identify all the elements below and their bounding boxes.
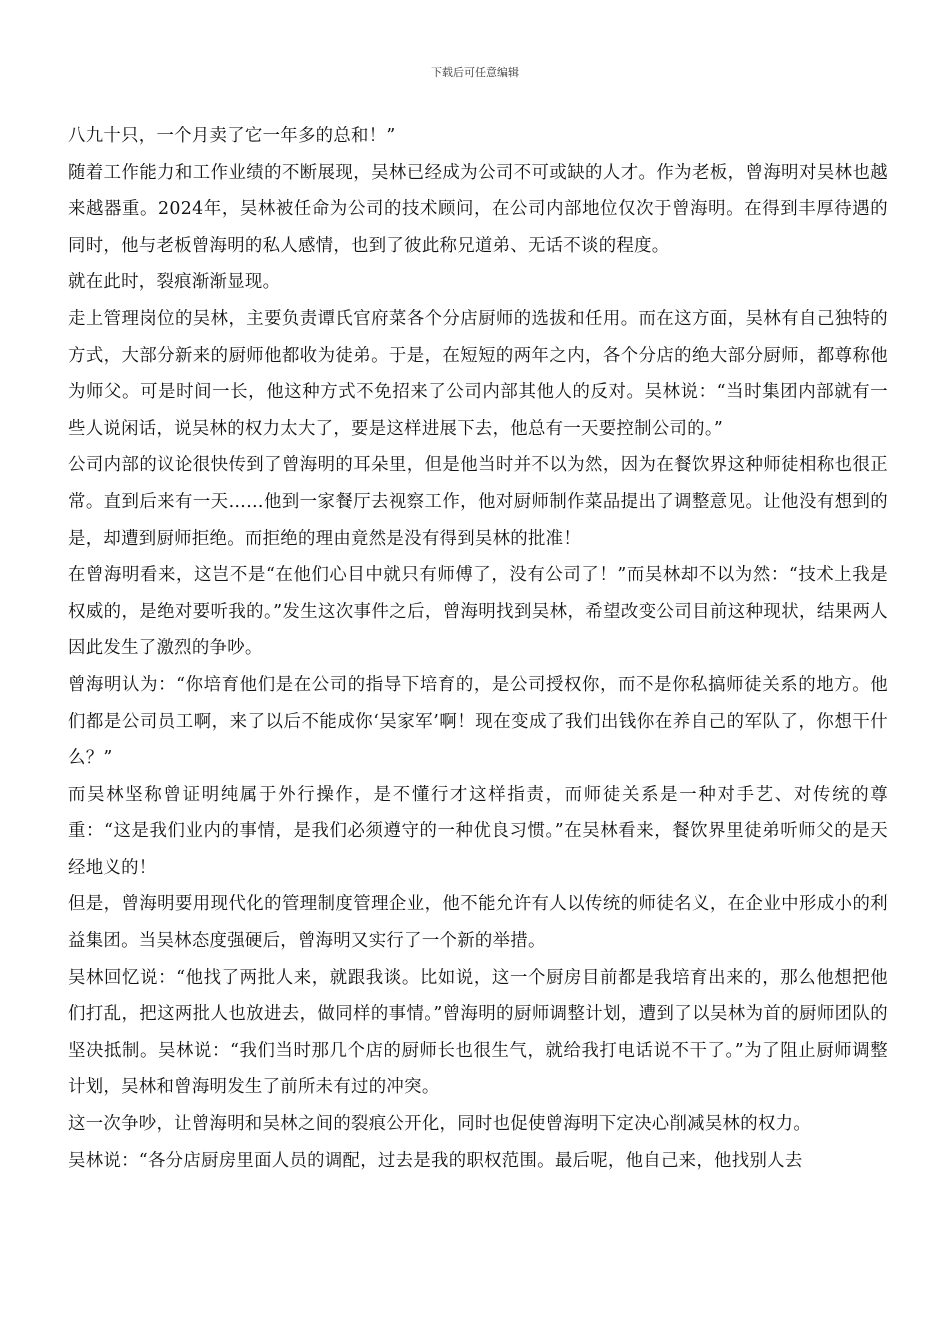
paragraph: 八九十只，一个月卖了它一年多的总和！” [68,126,396,146]
paragraph: 在曾海明看来，这岂不是“在他们心目中就只有师傅了，没有公司了！”而吴林却不以为然：“技术上我是权威的，是绝对要听我的。”发生这次事件之后，曾海明找到吴林，希望改变公司目前这种现状，结果两人因此发生了激烈的争吵。 [68,565,888,659]
paragraph: 随着工作能力和工作业绩的不断展现，吴林已经成为公司不可或缺的人才。作为老板，曾海明对吴林也越来越器重。2024年，吴林被任命为公司的技术顾问，在公司内部地位仅次于曾海明。在得到丰厚待遇的同时，他与老板曾海明的私人感情，也到了彼此称兄道弟、无话不谈的程度。 [68,162,888,256]
paragraph: 就在此时，裂痕渐渐显现。 [68,272,281,293]
paragraph: 曾海明认为：“你培育他们是在公司的指导下培育的，是公司授权你，而不是你私搞师徒关系的地方。他们都是公司员工啊，来了以后不能成你‘吴家军’啊！现在变成了我们出钱你在养自己的军队了，你想干什么？” [68,674,888,769]
paragraph: 但是，曾海明要用现代化的管理制度管理企业，他不能允许有人以传统的师徒名义，在企业中形成小的利益集团。当吴林态度强硬后，曾海明又实行了一个新的举措。 [68,894,888,952]
paragraph: 吴林说：“各分店厨房里面人员的调配，过去是我的职权范围。最后呢，他自己来，他找别人去 [68,1150,803,1171]
document-body [68,118,888,1179]
paragraph: 公司内部的议论很快传到了曾海明的耳朵里，但是他当时并不以为然，因为在餐饮界这种师徒相称也很正常。直到后来有一天……他到一家餐厅去视察工作，他对厨师制作菜品提出了调整意见。让他没有想到的是，却遭到厨师拒绝。而拒绝的理由竟然是没有得到吴林的批准！ [68,455,888,549]
paragraph: 走上管理岗位的吴林，主要负责谭氏官府菜各个分店厨师的选拔和任用。而在这方面，吴林有自己独特的方式，大部分新来的厨师他都收为徒弟。于是，在短短的两年之内，各个分店的绝大部分厨师，都尊称他为师父。可是时间一长，他这种方式不免招来了公司内部其他人的反对。吴林说：“当时集团内部就有一些人说闲话，说吴林的权力太大了，要是这样进展下去，他总有一天要控制公司的。” [68,308,888,439]
paragraph: 这一次争吵，让曾海明和吴林之间的裂痕公开化，同时也促使曾海明下定决心削减吴林的权力。 [68,1114,812,1135]
page-header: 下载后可任意编辑 [431,66,519,79]
paragraph: 而吴林坚称曾证明纯属于外行操作，是不懂行才这样指责，而师徒关系是一种对手艺、对传统的尊重：“这是我们业内的事情，是我们必须遵守的一种优良习惯。”在吴林看来，餐饮界里徒弟听师父的是天经地义的！ [68,784,888,878]
paragraph: 吴林回忆说：“他找了两批人来，就跟我谈。比如说，这一个厨房目前都是我培育出来的，那么他想把他们打乱，把这两批人也放进去，做同样的事情。”曾海明的厨师调整计划，遭到了以吴林为首的厨师团队的坚决抵制。吴林说：“我们当时那几个店的厨师长也很生气，就给我打电话说不干了。”为了阻止厨师调整计划，吴林和曾海明发生了前所未有过的冲突。 [68,967,888,1098]
